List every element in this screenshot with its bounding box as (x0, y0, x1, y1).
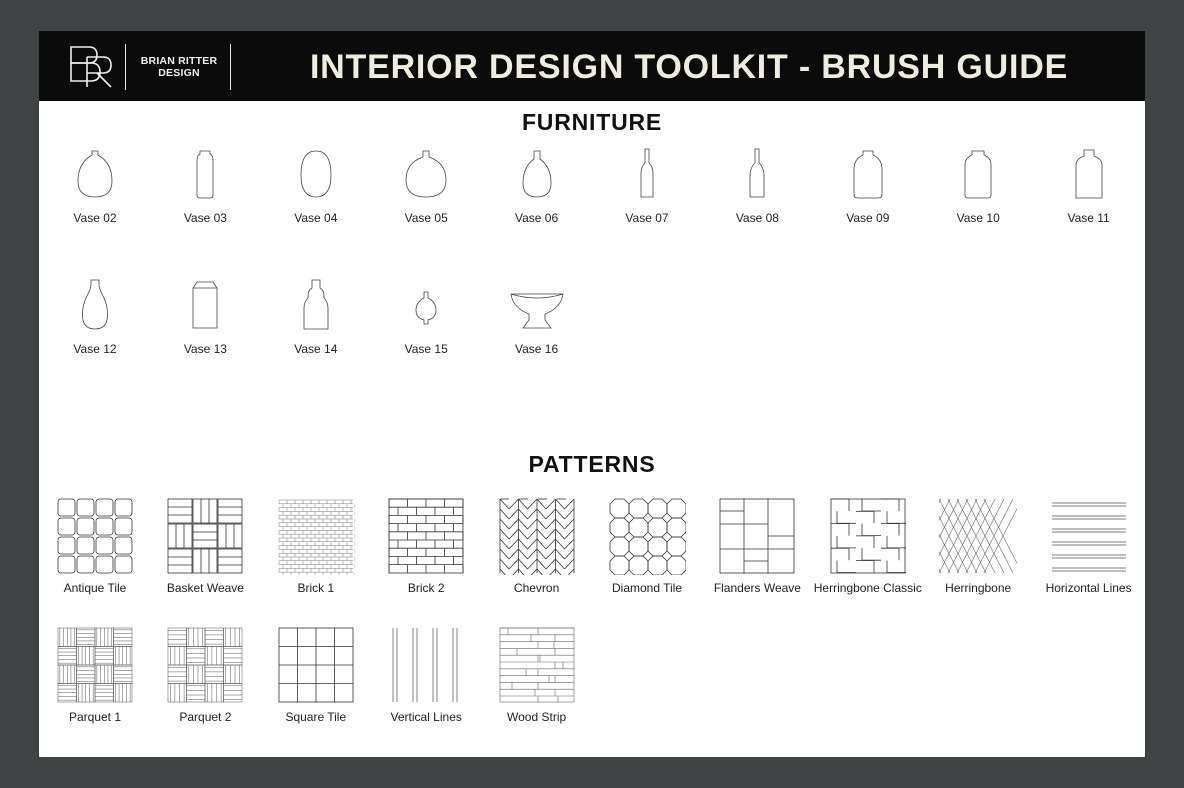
brick-2-brush (371, 497, 481, 596)
brush-label: Vase 03 (183, 211, 227, 225)
brush-label: Vase 05 (404, 211, 448, 225)
vase-03-brush (150, 145, 260, 226)
vase-15-icon (396, 276, 456, 336)
vase-08-icon (727, 145, 787, 205)
diamond-tile-brush (592, 497, 702, 596)
brush-label: Basket Weave (166, 581, 244, 595)
vase-14-icon (286, 276, 346, 336)
vase-08-brush (702, 145, 812, 226)
vase-07-brush (592, 145, 702, 226)
vase-04-icon (286, 145, 346, 205)
square-tile-brush (261, 626, 371, 725)
wood-strip-brush (482, 626, 592, 725)
brush-label: Wood Strip (507, 710, 567, 724)
vase-12-brush (40, 276, 150, 357)
brush-label: Brick 1 (297, 581, 335, 595)
brush-label: Vase 06 (515, 211, 559, 225)
brush-label: Vase 02 (73, 211, 117, 225)
brush-label: Square Tile (285, 710, 347, 724)
vase-04-brush (261, 145, 371, 226)
brush-label: Vase 07 (625, 211, 669, 225)
chevron-icon (498, 497, 576, 575)
herringbone-classic-icon (829, 497, 907, 575)
vertical-lines-icon (387, 626, 465, 704)
flanders-weave-brush (702, 497, 812, 596)
antique-tile-icon (56, 497, 134, 575)
herringbone-brush (923, 497, 1033, 596)
brush-label: Vase 04 (294, 211, 338, 225)
brush-label: Vertical Lines (390, 710, 462, 724)
vase-05-icon (396, 145, 456, 205)
vase-06-icon (507, 145, 567, 205)
header-divider-left (125, 44, 126, 90)
brick-1-brush (261, 497, 371, 596)
parquet-2-icon (166, 626, 244, 704)
parquet-1-brush (40, 626, 150, 725)
vase-11-brush (1034, 145, 1144, 226)
header-bar (39, 31, 1145, 101)
furniture-section-title: FURNITURE (521, 109, 663, 135)
wood-strip-icon (498, 626, 576, 704)
basket-weave-brush (150, 497, 260, 596)
brush-label: Vase 12 (73, 342, 117, 356)
vase-10-brush (923, 145, 1033, 226)
brush-guide-sheet (39, 31, 1145, 757)
page-title: INTERIOR DESIGN TOOLKIT - BRUSH GUIDE (309, 48, 1069, 86)
brush-label: Diamond Tile (611, 581, 683, 595)
brush-label: Vase 11 (1067, 211, 1110, 225)
vase-12-icon (65, 276, 125, 336)
brush-label: Brick 2 (407, 581, 445, 595)
brush-label: Vase 15 (404, 342, 448, 356)
basket-weave-icon (166, 497, 244, 575)
brush-label: Horizontal Lines (1045, 581, 1132, 595)
brush-label: Vase 08 (735, 211, 779, 225)
brush-label: Vase 13 (183, 342, 227, 356)
brand-line-2: DESIGN (158, 67, 200, 79)
vase-03-icon (175, 145, 235, 205)
brush-label: Chevron (513, 581, 560, 595)
brush-label: Herringbone Classic (813, 581, 922, 595)
brush-label: Parquet 2 (179, 710, 232, 724)
brush-label: Vase 14 (294, 342, 338, 356)
brush-label: Antique Tile (63, 581, 127, 595)
vase-02-icon (65, 145, 125, 205)
parquet-2-brush (150, 626, 260, 725)
antique-tile-brush (40, 497, 150, 596)
brush-label: Vase 10 (956, 211, 1000, 225)
vase-05-brush (371, 145, 481, 226)
brand-line-1: BRIAN RITTER (140, 55, 218, 67)
herringbone-classic-brush (813, 497, 923, 596)
brand-name (135, 55, 223, 79)
horizontal-lines-icon (1050, 497, 1128, 575)
vase-13-icon (175, 276, 235, 336)
chevron-brush (482, 497, 592, 596)
vase-13-brush (150, 276, 260, 357)
flanders-weave-icon (718, 497, 796, 575)
brush-label: Herringbone (945, 581, 1012, 595)
vase-10-icon (948, 145, 1008, 205)
vertical-lines-brush (371, 626, 481, 725)
brush-label: Vase 09 (846, 211, 890, 225)
diamond-tile-icon (608, 497, 686, 575)
vase-15-brush (371, 276, 481, 357)
herringbone-icon (939, 497, 1017, 575)
brush-label: Flanders Weave (713, 581, 801, 595)
vase-14-brush (261, 276, 371, 357)
horizontal-lines-brush (1034, 497, 1144, 596)
patterns-section-title: PATTERNS (528, 451, 656, 477)
brush-label: Parquet 1 (68, 710, 122, 724)
vase-02-brush (40, 145, 150, 226)
vase-11-icon (1059, 145, 1119, 205)
vase-06-brush (482, 145, 592, 226)
vase-09-brush (813, 145, 923, 226)
brush-label: Vase 16 (515, 342, 559, 356)
brick-2-icon (387, 497, 465, 575)
vase-16-icon (507, 276, 567, 336)
brick-1-icon (277, 497, 355, 575)
br-monogram-logo (67, 43, 115, 89)
header-divider-right (230, 44, 231, 90)
vase-16-brush (482, 276, 592, 357)
square-tile-icon (277, 626, 355, 704)
vase-07-icon (617, 145, 677, 205)
vase-09-icon (838, 145, 898, 205)
parquet-1-icon (56, 626, 134, 704)
